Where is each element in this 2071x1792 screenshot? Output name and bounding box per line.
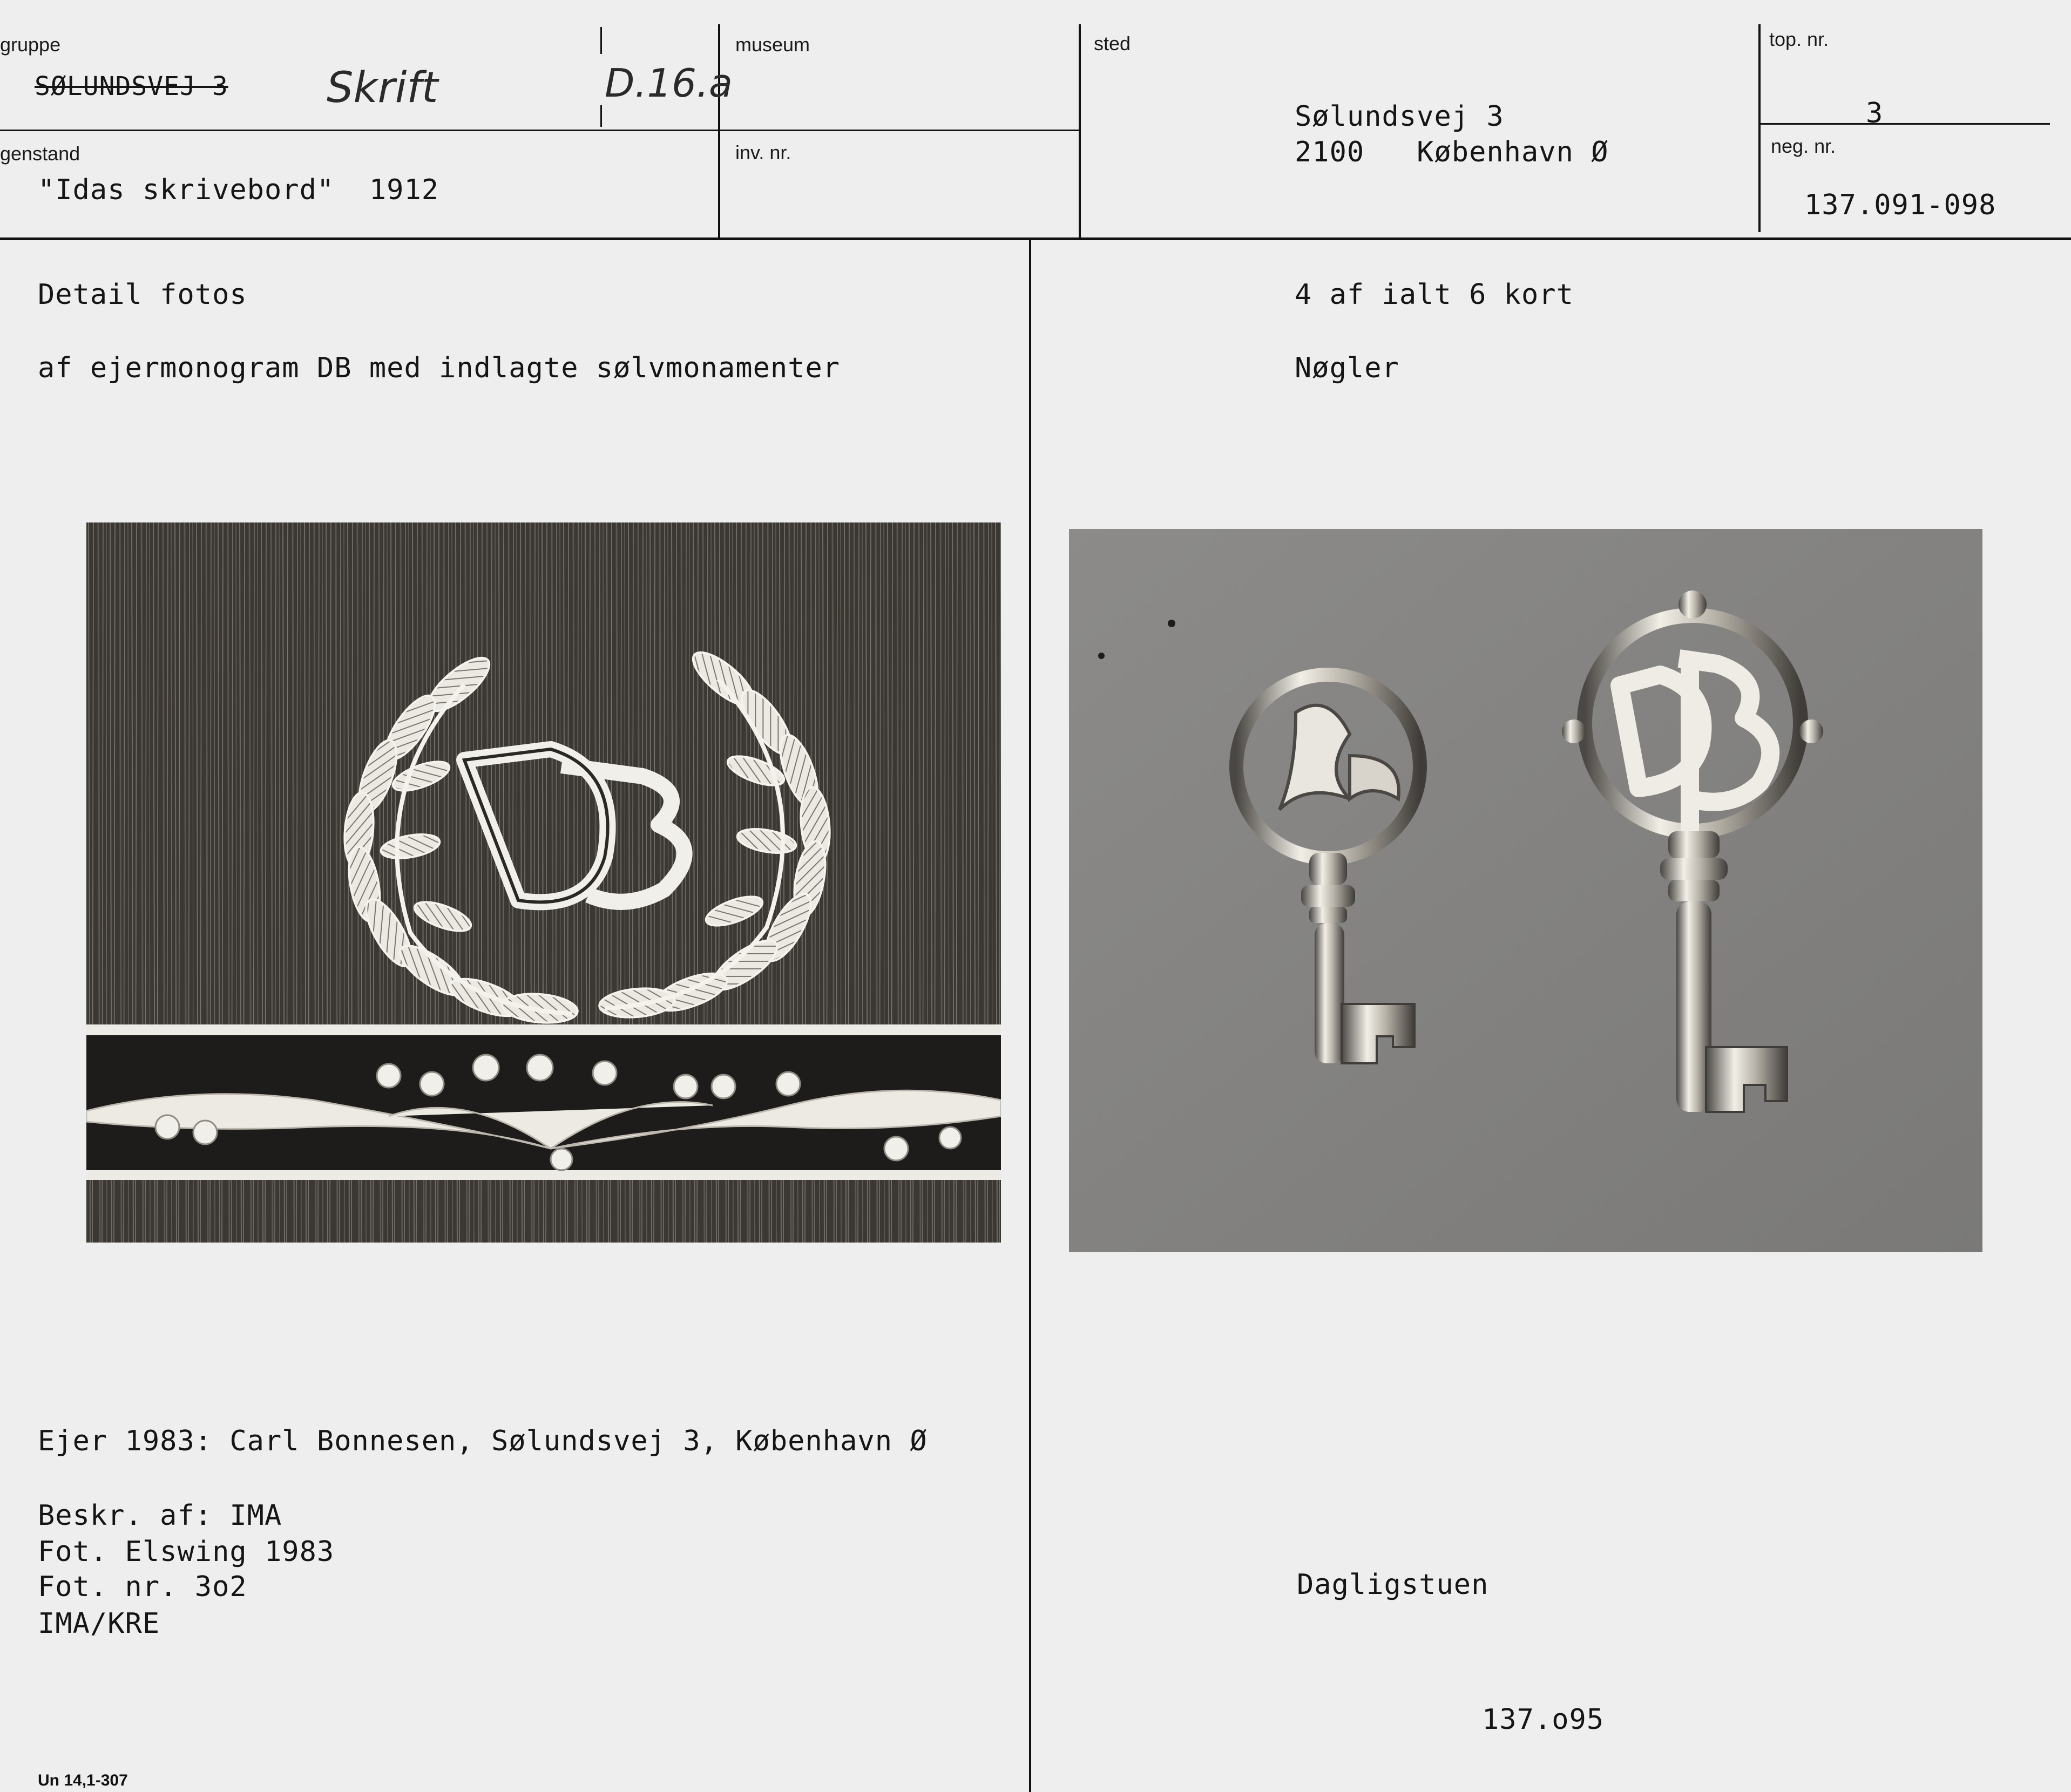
neg-nr-value: 137.091-098 bbox=[1804, 189, 1996, 221]
owner-text: Ejer 1983: Carl Bonnesen, Sølundsvej 3, København Ø bbox=[38, 1425, 928, 1457]
gruppe-label: gruppe bbox=[0, 33, 61, 56]
sted-label: sted bbox=[1094, 32, 1131, 55]
gruppe-value: SØLUNDSVEJ 3 bbox=[35, 71, 228, 101]
form-code: Un 14,1-307 bbox=[38, 1771, 128, 1789]
described-by-text: Beskr. af: IMA bbox=[38, 1499, 282, 1532]
header-divider-3 bbox=[1758, 24, 1761, 232]
gruppe-code: D.16.a bbox=[605, 60, 733, 106]
gruppe-handwritten: Skrift bbox=[327, 64, 438, 112]
initials-text: IMA/KRE bbox=[38, 1607, 160, 1640]
top-nr-value: 3 bbox=[1866, 97, 1884, 130]
negative-number-text: 137.o95 bbox=[1482, 1703, 1605, 1736]
photo-number-text: Fot. nr. 3o2 bbox=[38, 1571, 247, 1603]
monogram-inlay-image bbox=[86, 522, 1001, 1243]
detail-photos-text: Detail fotos bbox=[38, 279, 247, 311]
museum-label: museum bbox=[735, 33, 810, 56]
description-text: af ejermonogram DB med indlagte sølvmonamenter bbox=[38, 352, 841, 384]
top-nr-label: top. nr. bbox=[1769, 28, 1829, 50]
gruppe-tick-2 bbox=[600, 105, 602, 127]
keys-image bbox=[1069, 529, 1982, 1252]
room-text: Dagligstuen bbox=[1297, 1569, 1489, 1601]
header-mid-rule-right bbox=[1758, 123, 2050, 125]
header-mid-rule-left bbox=[0, 130, 1079, 131]
keys-photo bbox=[1069, 529, 1982, 1252]
genstand-value: "Idas skrivebord" 1912 bbox=[38, 174, 439, 206]
monogram-inlay-photo bbox=[86, 522, 1001, 1243]
genstand-label: genstand bbox=[0, 142, 80, 165]
card-count-text: 4 af ialt 6 kort bbox=[1295, 279, 1574, 311]
body-center-rule bbox=[1029, 240, 1031, 1792]
header-divider-2 bbox=[1079, 24, 1081, 237]
sted-line-2: 2100 København Ø bbox=[1295, 136, 1609, 168]
sted-line-1: Sølundsvej 3 bbox=[1295, 100, 1504, 133]
subject-text: Nøgler bbox=[1295, 352, 1399, 384]
gruppe-tick bbox=[600, 27, 602, 54]
header-bottom-rule bbox=[0, 237, 2071, 240]
photo-credit-text: Fot. Elswing 1983 bbox=[38, 1536, 335, 1568]
inv-nr-label: inv. nr. bbox=[735, 141, 791, 164]
neg-nr-label: neg. nr. bbox=[1771, 135, 1836, 157]
